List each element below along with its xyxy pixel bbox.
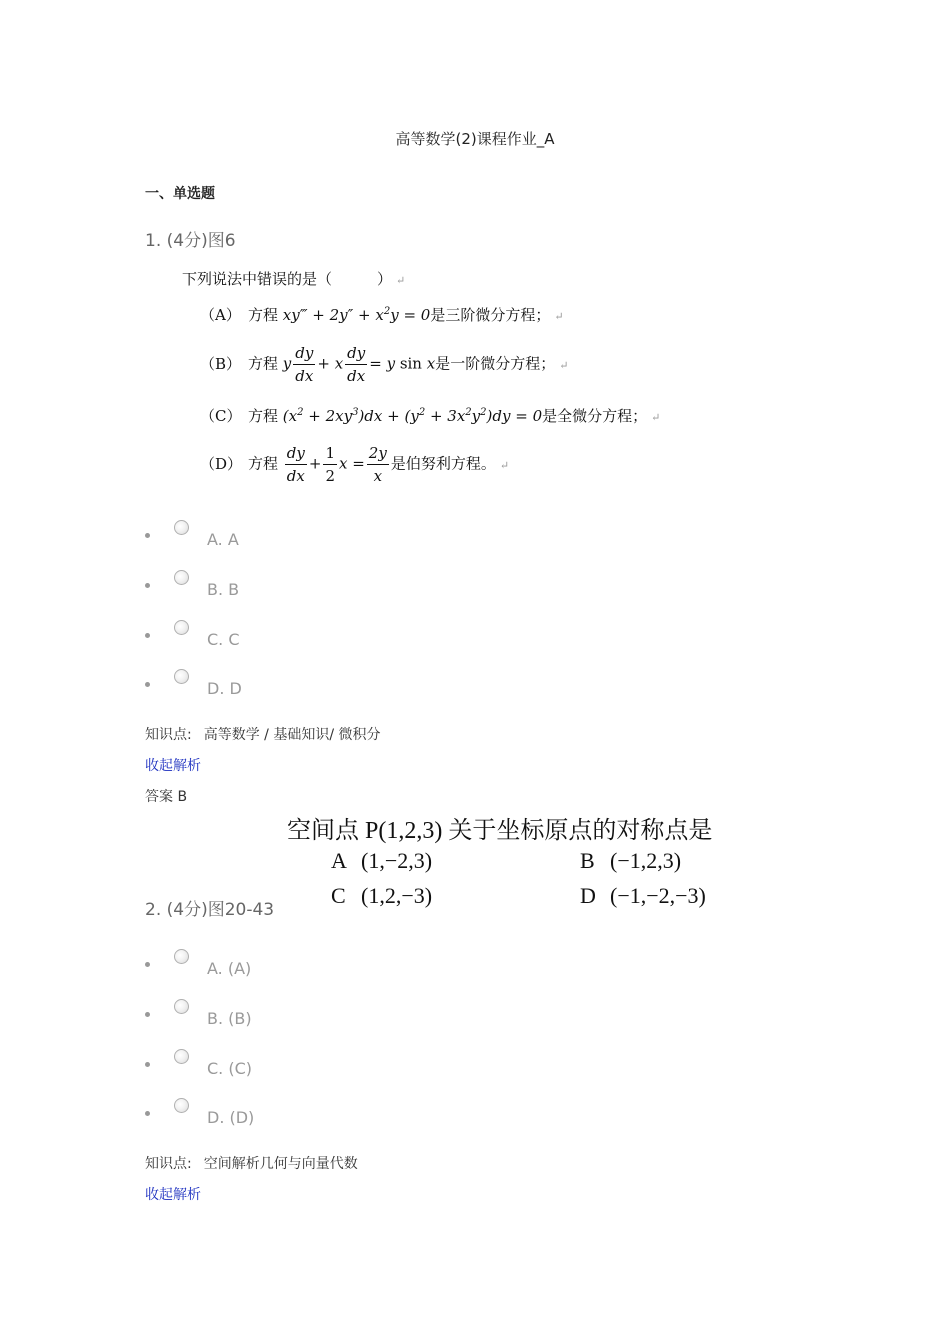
question-1-header: 1. (4分)图6 [145, 231, 236, 251]
bullet [145, 1062, 150, 1067]
bullet [145, 1012, 150, 1017]
document-title: 高等数学(2)课程作业_A [395, 130, 555, 148]
question-2-option-b[interactable] [145, 999, 445, 1029]
radio-button[interactable] [174, 570, 189, 585]
question-1-knowledge-point: 知识点: 高等数学 / 基础知识/ 微积分 [145, 727, 381, 743]
radio-button[interactable] [174, 1098, 189, 1113]
radio-button[interactable] [174, 1049, 189, 1064]
figure-option-b: B (−1,2,3) [580, 848, 682, 873]
bullet [145, 1111, 150, 1116]
question-1-option-c[interactable] [145, 620, 445, 650]
answer-text: 答案 B [145, 789, 188, 805]
figure-option-d: D (−1,−2,−3) [580, 883, 706, 908]
section-title: 一、单选题 [145, 186, 215, 202]
option-label: B. B [207, 580, 240, 599]
figure-option-b: （B） 方程 y $\frac{dy}{dx}$ + x $\frac{dy}{dx}$ = y sin x是一阶微分方程； ↵ [200, 344, 569, 385]
bullet [145, 533, 150, 538]
figure-option-d: （D） 方程 $\frac{dy}{dx}$ + $\frac{1}{2}$ x = $\frac{2y}{x}$ 是伯努利方程。 ↵ [200, 444, 510, 485]
question-2-option-c[interactable] [145, 1049, 445, 1079]
question-1-option-a[interactable] [145, 520, 445, 550]
option-label: C. (C) [207, 1059, 252, 1078]
collapse-analysis-link[interactable]: 收起解析 [145, 1187, 201, 1203]
radio-button[interactable] [174, 999, 189, 1014]
question-2-figure [285, 808, 735, 918]
figure-prompt: 下列说法中错误的是（ ） ↵ [182, 270, 406, 288]
figure-option-c: C (1,2,−3) [331, 883, 433, 908]
radio-button[interactable] [174, 669, 189, 684]
figure-option-c: （C） 方程 $(x^2 + 2xy^3)dx + (y^2 + 3x^2y^2)dy = 0$是全微分方程； ↵ [200, 407, 661, 425]
question-1-option-d[interactable] [145, 669, 445, 699]
bullet [145, 682, 150, 687]
bullet [145, 962, 150, 967]
radio-button[interactable] [174, 949, 189, 964]
question-2-option-a[interactable] [145, 949, 445, 979]
question-2-header: 2. (4分)图20-43 [145, 900, 275, 920]
question-1-option-b[interactable] [145, 570, 445, 600]
figure-question: 空间点 P(1,2,3) 关于坐标原点的对称点是 [287, 818, 713, 844]
option-label: A. A [207, 530, 239, 549]
question-1-figure [178, 262, 718, 497]
option-label: C. C [207, 630, 240, 649]
option-label: B. (B) [207, 1009, 252, 1028]
option-label: D. (D) [207, 1108, 255, 1127]
question-2-option-d[interactable] [145, 1098, 445, 1128]
question-2-knowledge-point: 知识点: 空间解析几何与向量代数 [145, 1156, 358, 1172]
figure-option-a: A (1,−2,3) [331, 848, 433, 873]
bullet [145, 583, 150, 588]
figure-option-a: （A） 方程 xy‴ + $2y'' + x^2y = 0$是三阶微分方程； ↵ [200, 306, 564, 324]
radio-button[interactable] [174, 520, 189, 535]
collapse-analysis-link[interactable]: 收起解析 [145, 758, 201, 774]
option-label: D. D [207, 679, 242, 698]
radio-button[interactable] [174, 620, 189, 635]
bullet [145, 633, 150, 638]
option-label: A. (A) [207, 959, 252, 978]
